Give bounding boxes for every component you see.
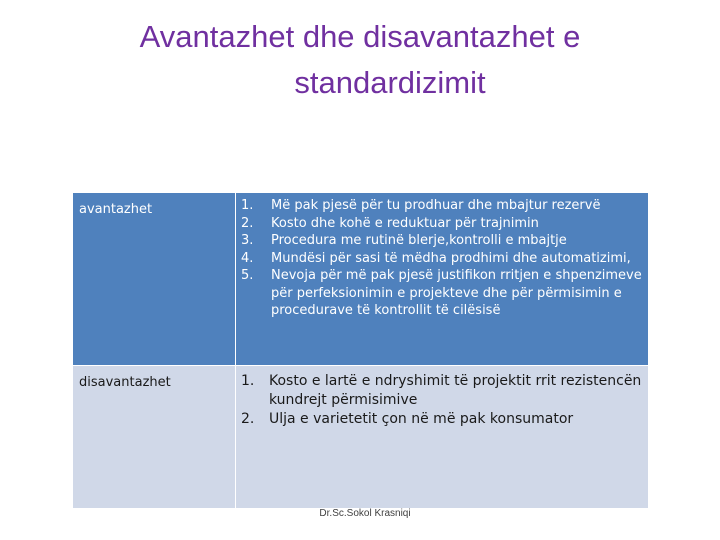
list-item [241,250,642,268]
list-item-text: Procedura me rutinë blerje,kontrolli e mbajtje [271,233,567,248]
list-item-number: 1. [241,373,255,389]
slide-footer-author: Dr.Sc.Sokol Krasniqi [319,508,411,519]
slide-title-line-1: Avantazhet dhe disavantazhet e [139,19,581,54]
list-item-text: Më pak pjesë për tu prodhuar dhe mbajtur rezervë [271,198,601,213]
table-row-disadvantages [73,366,649,509]
slide-title [60,14,660,106]
list-item [241,232,642,250]
list-item-number: 5. [241,268,254,283]
comparison-table [72,192,649,509]
disadvantages-cell [236,366,649,509]
list-item-number: 4. [241,250,254,266]
list-item-number: 2. [241,215,254,231]
disadvantages-list [241,372,642,429]
list-item [241,197,642,215]
list-item-number: 3. [241,233,254,248]
list-item-text: Kosto dhe kohë e reduktuar për trajnimin [271,215,539,231]
list-item-text: Kosto e lartë e ndryshimit të projektit rrit rezistencën kundrejt përmisimive [269,373,642,408]
list-item-number: 2. [241,411,255,427]
row-label-advantages: avantazhet [73,193,236,366]
list-item-text: Nevoja për më pak pjesë justifikon rritjen e shpenzimeve për perfeksionimin e projekteve dhe për përmisimin e procedurave të kontrollit të cilësisë [271,268,642,318]
slide-title-line-2: standardizimit [294,65,486,100]
advantages-cell [236,193,649,366]
list-item-number: 1. [241,198,254,213]
advantages-list [241,197,642,320]
list-item [241,410,642,429]
list-item-text: Ulja e varietetit çon në më pak konsumator [269,411,574,427]
table-row-advantages [73,193,649,366]
list-item [241,267,642,320]
list-item-text: Mundësi për sasi të mëdha prodhimi dhe automatizimi, [271,250,631,266]
list-item [241,215,642,233]
list-item [241,372,642,410]
row-label-disadvantages: disavantazhet [73,366,236,509]
